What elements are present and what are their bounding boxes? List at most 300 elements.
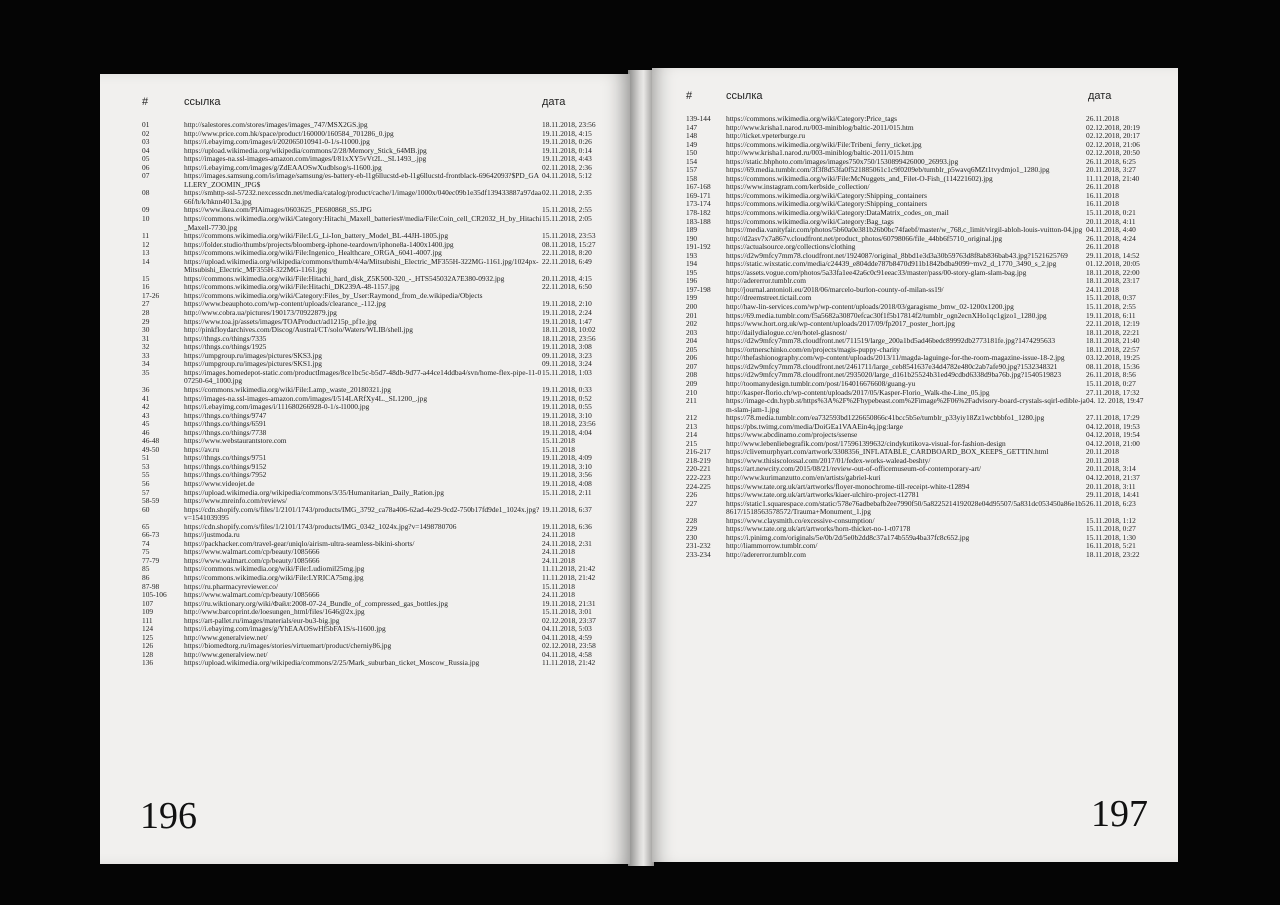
row-date: 20.11.2018, 4:11 xyxy=(1086,216,1136,226)
row-link: https://folder.studio/thumbs/projects/bloomberg-iphone-teardown/iphone8a-1400x1400.jpg xyxy=(184,239,454,249)
row-number: 136 xyxy=(142,658,154,668)
header-link: ссылка xyxy=(184,96,221,108)
row-number: 209 xyxy=(686,378,698,388)
row-link: https://d2w9mfcy7mm78.cloudfront.net/1924087/original_8bbd1e3d3a30b59763d8f8ab836bab43.jpg?1521625769 xyxy=(726,250,1068,260)
row-number: 46 xyxy=(142,427,150,437)
row-link: https://thngs.co/things/7952 xyxy=(184,470,267,480)
table-row xyxy=(686,500,1170,517)
row-number: 208 xyxy=(686,370,698,380)
row-number: 01 xyxy=(142,120,150,129)
row-link: https://www.toa.jp/assets/images/TOAProduct/ad1215p_pf1e.jpg xyxy=(184,316,377,326)
header-date: дата xyxy=(542,96,566,108)
row-link: https://upload.wikimedia.org/wikipedia/commons/2/28/Memory_Stick_64MB.jpg xyxy=(184,145,427,155)
row-number: 28 xyxy=(142,308,150,318)
row-link: https://umpgroup.ru/images/pictures/SKS1.jpg xyxy=(184,359,322,369)
row-number: 07 xyxy=(142,171,150,181)
row-link: https://commons.wikimedia.org/wiki/Category:Shipping_containers xyxy=(726,199,928,209)
row-date: 26.11.2018, 8:56 xyxy=(1086,370,1136,380)
row-date: 15.11.2018, 0:27 xyxy=(1086,524,1136,534)
row-number: 06 xyxy=(142,162,150,172)
row-number: 206 xyxy=(686,353,698,363)
row-link: https://commons.wikimedia.org/wiki/File:Lamp_waste_20180321.jpg xyxy=(184,384,391,394)
row-date: 08.11.2018, 15:27 xyxy=(542,239,596,249)
row-date: 15.11.2018, 2:11 xyxy=(542,487,592,497)
row-number: 66-73 xyxy=(142,530,160,540)
table-row xyxy=(142,189,626,206)
row-number: 207 xyxy=(686,361,698,371)
row-link: http://d2asv7x7a867v.cloudfront.net/product_photos/60798066/file_44bb6f5710_original.jpg xyxy=(726,233,1003,243)
row-link: https://static.bhphoto.com/images/images750x750/1530899426000_26993.jpg xyxy=(726,156,959,166)
row-date: 18.11.2018, 22:21 xyxy=(1086,327,1140,337)
header-date: дата xyxy=(1088,90,1112,102)
row-link: http://journal.antonioli.eu/2018/06/marcelo-burlon-county-of-milan-ss19/ xyxy=(726,284,944,294)
row-number: 109 xyxy=(142,607,154,617)
row-date: 02.12.2018, 20:50 xyxy=(1086,148,1140,158)
row-date: 19.11.2018, 4:15 xyxy=(542,128,592,138)
row-link: https://commons.wikimedia.org/wiki/Category:Shipping_containers xyxy=(726,190,928,200)
row-date: 24.11.2018 xyxy=(542,530,575,540)
row-number: 215 xyxy=(686,438,698,448)
row-date: 29.11.2018, 14:52 xyxy=(1086,250,1140,260)
row-date: 16.11.2018 xyxy=(1086,190,1119,200)
row-number: 228 xyxy=(686,515,698,525)
row-date: 19.11.2018, 0:14 xyxy=(542,145,592,155)
row-link: https://i.pinimg.com/originals/5e/0b/2d/5e0b2dd8c37a174b559a4ba37fc8c652.jpg xyxy=(726,532,970,542)
row-link: https://commons.wikimedia.org/wiki/Category:Hitachi_Maxell_batteries#/media/File:Coin_cell_CR2032_H_by_Hitachi_Maxell-7730.jpg xyxy=(184,214,542,232)
row-number: 27 xyxy=(142,299,150,309)
row-number: 157 xyxy=(686,165,698,175)
table-row xyxy=(686,397,1170,414)
row-number: 226 xyxy=(686,490,698,500)
row-link: http://haw-lin-services.com/wp/wp-content/uploads/2018/03/garagisme_bmw_02-1200x1200.jpg xyxy=(726,302,1014,312)
row-link: http://adererror.tumblr.com xyxy=(726,549,807,559)
row-number: 183-188 xyxy=(686,216,711,226)
row-link: http://ticket.vpeterburge.ru xyxy=(726,131,806,141)
row-link: https://commons.wikimedia.org/wiki/Category:Bag_tags xyxy=(726,216,894,226)
row-number: 16 xyxy=(142,282,150,292)
row-date: 19.11.2018, 6:36 xyxy=(542,521,592,531)
row-date: 08.11.2018, 15:36 xyxy=(1086,361,1140,371)
row-link: https://www.walmart.com/cp/beauty/1085666 xyxy=(184,555,320,565)
row-date: 04.11.2018, 4:58 xyxy=(542,649,592,659)
row-number: 227 xyxy=(686,498,698,508)
row-link: https://www.hort.org.uk/wp-content/uploads/2017/09/fp2017_poster_hort.jpg xyxy=(726,319,955,329)
row-number: 205 xyxy=(686,344,698,354)
table-row xyxy=(142,506,626,523)
row-link: https://www.instagram.com/kerbside_collection/ xyxy=(726,182,870,192)
page-number: 197 xyxy=(1091,793,1148,835)
row-date: 20.11.2018, 4:15 xyxy=(542,273,592,283)
row-number: 126 xyxy=(142,641,154,651)
row-date: 19.11.2018, 2:10 xyxy=(542,299,592,309)
row-number: 218-219 xyxy=(686,455,711,465)
row-date: 18.11.2018, 23:22 xyxy=(1086,549,1140,559)
row-number: 03 xyxy=(142,137,150,147)
row-link: http://www.krisha1.narod.ru/003-miniblog/baltic-2011/015.htm xyxy=(726,122,914,132)
row-link: https://images-na.ssl-images-amazon.com/images/I/81xXY5vVt2L._SL1493_.jpg xyxy=(184,154,427,164)
row-number: 169-171 xyxy=(686,190,711,200)
row-number: 65 xyxy=(142,521,150,531)
row-date: 19.11.2018, 6:11 xyxy=(1086,310,1136,320)
row-number: 10 xyxy=(142,214,150,224)
row-date: 01.12.2018, 20:05 xyxy=(1086,259,1140,269)
row-link: https://thngs.co/things/9747 xyxy=(184,410,267,420)
table-row xyxy=(142,215,626,232)
row-link: https://www.beauphoto.com/wp-content/uploads/clearance_-112.jpg xyxy=(184,299,386,309)
row-link: https://cdn.shopify.com/s/files/1/2101/1743/products/IMG_0342_1024x.jpg?v=1498780706 xyxy=(184,521,457,531)
row-number: 194 xyxy=(686,259,698,269)
row-link: https://d2w9mfcy7mm78.cloudfront.net/2461711/large_ceb8541637e34d4782e480c2ab7afe90.jpg?1532348321 xyxy=(726,361,1058,371)
row-number: 148 xyxy=(686,131,698,141)
row-number: 125 xyxy=(142,632,154,642)
row-link: https://i.ebayimg.com/images/i/111680266928-0-1/s-l1000.jpg xyxy=(184,402,370,412)
row-date: 18.11.2018, 21:40 xyxy=(1086,336,1140,346)
row-date: 20.11.2018 xyxy=(1086,447,1119,457)
row-number: 32 xyxy=(142,342,150,352)
row-link: https://assets.vogue.com/photos/5a33fa1ee42a6c0c91eeac33/master/pass/00-story-glam-slam-bag.jpg xyxy=(726,267,1027,277)
row-date: 22.11.2018, 8:20 xyxy=(542,248,592,258)
row-link: https://i.ebayimg.com/images/g/YhEAAOSwHf5bFA1S/s-l1600.jpg xyxy=(184,624,386,634)
row-date: 15.11.2018, 0:37 xyxy=(1086,293,1136,303)
row-number: 30 xyxy=(142,325,150,335)
row-date: 02.11.2018, 2:35 xyxy=(542,188,592,198)
row-date: 15.11.2018, 0:27 xyxy=(1086,378,1136,388)
row-number: 58-59 xyxy=(142,496,160,506)
table-row xyxy=(142,659,626,668)
row-number: 190 xyxy=(686,233,698,243)
row-number: 57 xyxy=(142,487,150,497)
row-date: 19.11.2018, 6:37 xyxy=(542,504,592,514)
row-link: http://adererror.tumblr.com xyxy=(726,276,807,286)
row-number: 222-223 xyxy=(686,472,711,482)
row-link: https://d2w9mfcy7mm78.cloudfront.net/2935020/large_d161b25524b31ed49cdbd6338d9ba76b.jpg?1540519823 xyxy=(726,370,1062,380)
row-link: https://umpgroup.ru/images/pictures/SKS3.jpg xyxy=(184,350,322,360)
row-date: 19.11.2018, 4:43 xyxy=(542,154,592,164)
row-number: 150 xyxy=(686,148,698,158)
left-page xyxy=(100,74,630,864)
row-date: 24.11.2018 xyxy=(542,590,575,600)
row-link: http://www.price.com.hk/space/product/160000/160584_701286_0.jpg xyxy=(184,128,394,138)
row-date: 19.11.2018, 0:33 xyxy=(542,384,592,394)
row-number: 31 xyxy=(142,333,150,343)
row-date: 15.11.2018, 2:05 xyxy=(542,214,592,224)
row-link: https://commons.wikimedia.org/wiki/File:McNuggets_and_Filet-O-Fish_(114221602).jpg xyxy=(726,173,993,183)
row-link: https://clivemurphyart.com/artwork/3308356_INFLATABLE_CARDBOARD_BOX_KEEPS_GETTIN.html xyxy=(726,447,1049,457)
row-link: https://justmoda.ru xyxy=(184,530,240,540)
row-number: 11 xyxy=(142,231,150,241)
row-number: 210 xyxy=(686,387,698,397)
row-link: http://pinkfloydarchives.com/Discog/Austral/CT/solo/Waters/WLIB/shell.jpg xyxy=(184,325,413,335)
row-link: http://www.generalview.net/ xyxy=(184,632,268,642)
row-date: 02.12.2018, 20:19 xyxy=(1086,122,1140,132)
row-number: 17-26 xyxy=(142,290,160,300)
row-link: http://www.krisha1.narod.ru/003-miniblog/baltic-2011/015.htm xyxy=(726,148,914,158)
row-date: 26.11.2018, 6:23 xyxy=(1086,498,1136,508)
row-date: 27.11.2018, 17:29 xyxy=(1086,413,1140,423)
row-number: 55 xyxy=(142,470,150,480)
row-date: 02.12.2018, 20:17 xyxy=(1086,131,1140,141)
reference-table xyxy=(686,115,1170,559)
header-link: ссылка xyxy=(726,90,763,102)
row-date: 24.11.2018, 2:31 xyxy=(542,538,592,548)
row-date: 19.11.2018, 0:52 xyxy=(542,393,592,403)
row-number: 75 xyxy=(142,547,150,557)
row-date: 26.11.2018, 4:24 xyxy=(1086,233,1136,243)
row-date: 15.11.2018, 2:55 xyxy=(1086,302,1136,312)
row-number: 202 xyxy=(686,319,698,329)
right-page xyxy=(652,68,1178,862)
row-link: https://biomedtorg.ru/images/stories/virtuemart/product/cherniy86.jpg xyxy=(184,641,392,651)
header-num: # xyxy=(142,96,149,108)
row-date: 15.11.2018, 1:30 xyxy=(1086,532,1136,542)
row-link: https://commons.wikimedia.org/wiki/File:Hitachi_hard_disk_Z5K500-320_-_HTS545032A7E380-0932.jpg xyxy=(184,273,505,283)
row-date: 20.11.2018, 3:11 xyxy=(1086,481,1136,491)
row-number: 230 xyxy=(686,532,698,542)
row-number: 212 xyxy=(686,413,698,423)
row-number: 229 xyxy=(686,524,698,534)
row-number: 154 xyxy=(686,156,698,166)
row-number: 124 xyxy=(142,624,154,634)
row-link: https://images.homedepot-static.com/productImages/8ce1bc5c-b5d7-48db-9d77-a44ce14ddba4/svn/home-flex-pipe-11-007250-64_1000.jpg xyxy=(184,367,542,386)
row-number: 56 xyxy=(142,478,150,488)
row-link: https://commons.wikimedia.org/wiki/File:Tribeni_ferry_ticket.jpg xyxy=(726,139,922,149)
row-date: 04.12.2018, 21:37 xyxy=(1086,472,1140,482)
row-date: 19.11.2018, 0:26 xyxy=(542,137,592,147)
row-date: 19.11.2018, 2:24 xyxy=(542,308,592,318)
row-date: 02.12.2018, 23:58 xyxy=(542,641,596,651)
row-date: 19.11.2018, 4:04 xyxy=(542,427,592,437)
row-date: 19.11.2018, 0:55 xyxy=(542,402,592,412)
row-date: 04.11.2018, 5:03 xyxy=(542,624,592,634)
row-link: https://thngs.co/things/7335 xyxy=(184,333,267,343)
row-date: 22.11.2018, 6:50 xyxy=(542,282,592,292)
row-date: 19.11.2018, 3:10 xyxy=(542,461,592,471)
row-link: https://thngs.co/things/7738 xyxy=(184,427,267,437)
row-link: https://smhttp-ssl-57232.nexcesscdn.net/media/catalog/product/cache/1/image/1000x/040ec09b1e35df139433887a97daa66f/h/k/hknn4013a.jpg xyxy=(184,188,542,206)
header-num: # xyxy=(686,90,693,102)
row-number: 196 xyxy=(686,276,698,286)
row-link: https://static1.squarespace.com/static/578e76adbebafb2ee7990f50/5a8225214192028e04d95507/5a831dc053450a86e1b58617/1518563578572/Trauma+Monument_1.jpg xyxy=(726,498,1086,517)
book-spine-gutter xyxy=(628,70,654,866)
row-date: 18.11.2018, 22:57 xyxy=(1086,344,1140,354)
row-link: http://www.kurimanzutto.com/en/artists/gabriel-kuri xyxy=(726,472,881,482)
row-date: 03.12.2018, 19:25 xyxy=(1086,353,1140,363)
row-link: https://i.ebayimg.com/images/i/202065010941-0-1/s-l1000.jpg xyxy=(184,137,370,147)
row-link: https://media.vanityfair.com/photos/5b60a0e381b26b0bc74faebf/master/w_768,c_limit/virgil-abloh-louis-vuitton-04.jpg xyxy=(726,225,1083,235)
row-link: http://www.barcoprint.de/loesungen_html/files/1646@2x.jpg xyxy=(184,607,365,617)
reference-table xyxy=(142,121,626,668)
row-link: https://packhacker.com/travel-gear/uniqlo/airism-ultra-seamless-bikini-shorts/ xyxy=(184,538,415,548)
row-link: https://ru.wiktionary.org/wiki/Файл:2008-07-24_Bundle_of_compressed_gas_bottles.jpg xyxy=(184,598,448,608)
table-row xyxy=(142,369,626,386)
row-link: https://www.mreinfo.com/reviews/ xyxy=(184,496,287,506)
row-date: 11.11.2018, 21:42 xyxy=(542,572,596,582)
row-date: 26.11.2018 xyxy=(1086,242,1119,252)
row-number: 158 xyxy=(686,173,698,183)
row-date: 26.11.2018 xyxy=(1086,182,1119,192)
row-link: https://image-cdn.hypb.st/https%3A%2F%2Fhypebeast.com%2Fimage%2F06%2Fadvisory-board-crystals-sqirl-edible-jam-slam-jam-1.jpg xyxy=(726,396,1086,414)
row-number: 49-50 xyxy=(142,444,160,454)
row-number: 46-48 xyxy=(142,436,160,446)
row-number: 197-198 xyxy=(686,284,711,294)
row-date: 09.11.2018, 3:23 xyxy=(542,350,592,360)
row-date: 24.11.2018 xyxy=(542,555,575,565)
row-date: 04.12.2018, 19:54 xyxy=(1086,430,1140,440)
row-number: 05 xyxy=(142,154,150,164)
row-date: 02.11.2018, 2:36 xyxy=(542,162,592,172)
row-date: 16.11.2018 xyxy=(1086,199,1119,209)
row-date: 24.11.2018 xyxy=(542,547,575,557)
row-number: 233-234 xyxy=(686,549,711,559)
row-number: 33 xyxy=(142,350,150,360)
row-number: 42 xyxy=(142,402,150,412)
row-link: https://thngs.co/things/1925 xyxy=(184,342,267,352)
row-link: https://images.samsung.com/is/image/samsung/es-battery-eb-l1g6llucstd-eb-l1g6llucstd-frontblack-69642093?$PD_GALLERY_ZOOMIN_JPG$ xyxy=(184,171,540,189)
row-number: 213 xyxy=(686,421,698,431)
row-number: 200 xyxy=(686,302,698,312)
row-number: 35 xyxy=(142,367,150,377)
row-date: 19.11.2018, 3:10 xyxy=(542,410,592,420)
row-date: 26.11.2018, 6:25 xyxy=(1086,156,1136,166)
row-link: https://thngs.co/things/9751 xyxy=(184,453,267,463)
row-link: https://commons.wikimedia.org/wiki/File:Ingenico_Healthcare_ORGA_6041-4007.jpg xyxy=(184,248,442,258)
row-number: 111 xyxy=(142,615,153,625)
row-link: https://www.thisiscolossal.com/2017/01/fedex-works-walead-beshty/ xyxy=(726,455,931,465)
row-link: http://kasper-florio.ch/wp-content/uploads/2017/05/Kasper-Florio_Walk-the-Line_05.jpg xyxy=(726,387,990,397)
row-link: https://commons.wikimedia.org/wiki/File:Hitachi_DK239A-48-1157.jpg xyxy=(184,282,400,292)
row-date: 16.11.2018, 5:21 xyxy=(1086,541,1136,551)
table-row xyxy=(686,551,1170,560)
row-number: 178-182 xyxy=(686,208,711,218)
row-number: 139-144 xyxy=(686,114,711,123)
row-link: https://ru.pharmacyreviewer.co/ xyxy=(184,581,278,591)
row-number: 53 xyxy=(142,461,150,471)
row-date: 15.11.2018, 2:55 xyxy=(542,205,592,215)
row-date: 04.11.2018, 4:40 xyxy=(1086,225,1136,235)
row-date: 19.11.2018, 21:31 xyxy=(542,598,596,608)
row-number: 12 xyxy=(142,239,150,249)
row-number: 34 xyxy=(142,359,150,369)
row-number: 204 xyxy=(686,336,698,346)
row-number: 214 xyxy=(686,430,698,440)
row-number: 211 xyxy=(686,396,697,406)
row-link: https://d2w9mfcy7mm78.cloudfront.net/711519/large_200a1bd5ad46bedc89992db2773181fe.jpg?1474295633 xyxy=(726,336,1056,346)
row-number: 147 xyxy=(686,122,698,132)
row-link: https://www.videojet.de xyxy=(184,478,255,488)
row-link: https://upload.wikimedia.org/wikipedia/commons/2/25/Mark_suburban_ticket_Moscow_Russia.jpg xyxy=(184,658,480,668)
row-date: 02.12.2018, 21:06 xyxy=(1086,139,1140,149)
row-number: 09 xyxy=(142,205,150,215)
row-link: https://art.newcity.com/2015/08/21/review-out-of-officemuseum-of-contemporary-art/ xyxy=(726,464,982,474)
row-number: 173-174 xyxy=(686,199,711,209)
row-date: 15.11.2018, 0:21 xyxy=(1086,208,1136,218)
row-link: http://liammorrow.tumblr.com/ xyxy=(726,541,818,551)
row-date: 18.11.2018, 23:56 xyxy=(542,120,596,129)
row-date: 19.11.2018, 4:09 xyxy=(542,453,592,463)
row-link: https://actualsource.org/collections/clothing xyxy=(726,242,856,252)
row-date: 15.11.2018, 1:03 xyxy=(542,367,592,377)
row-number: 43 xyxy=(142,410,150,420)
row-number: 201 xyxy=(686,310,698,320)
row-link: https://www.ikea.com/PIAimages/0603625_PE680868_S5.JPG xyxy=(184,205,372,215)
row-number: 77-79 xyxy=(142,555,160,565)
row-date: 20.11.2018 xyxy=(1086,455,1119,465)
row-date: 11.11.2018, 21:40 xyxy=(1086,173,1140,183)
row-date: 04.12.2018, 19:53 xyxy=(1086,421,1140,431)
row-date: 04.11.2018, 4:59 xyxy=(542,632,592,642)
row-link: https://78.media.tumblr.com/ea732593bd1226650866c41bcc5b5e/tumblr_p33yiy18Zz1wcbbbfo1_1280.jpg xyxy=(726,413,1045,423)
row-date: 29.11.2018, 14:41 xyxy=(1086,490,1140,500)
row-link: https://thngs.co/things/6591 xyxy=(184,419,267,429)
row-number: 167-168 xyxy=(686,182,711,192)
row-link: https://www.abcdinamo.com/projects/ssense xyxy=(726,430,858,440)
row-number: 203 xyxy=(686,327,698,337)
row-date: 18.11.2018, 22:00 xyxy=(1086,267,1140,277)
row-link: http://www.generalview.net/ xyxy=(184,649,268,659)
row-number: 189 xyxy=(686,225,698,235)
row-link: https://static.wixstatic.com/media/c24439_e804dde787b8470d911b1842bdba9099~mv2_d_1770_3490_s_2.jpg xyxy=(726,259,1057,269)
row-date: 11.11.2018, 21:42 xyxy=(542,658,596,668)
table-row xyxy=(142,258,626,275)
row-date: 19.11.2018, 1:47 xyxy=(542,316,592,326)
row-date: 15.11.2018 xyxy=(542,436,575,446)
row-number: 128 xyxy=(142,649,154,659)
row-date: 22.11.2018, 12:19 xyxy=(1086,319,1140,329)
row-number: 191-192 xyxy=(686,242,711,252)
row-link: https://upload.wikimedia.org/wikipedia/commons/thumb/4/4a/Mitsubishi_Electric_MF355H-322MG-1161.jpg/1024px-Mitsubishi_Electric_MF355H-322MG-1161.jpg xyxy=(184,256,539,275)
row-link: https://commons.wikimedia.org/wiki/File:LYRICA75mg.jpg xyxy=(184,572,364,582)
row-link: https://69.media.tumblr.com/f5a5682a30870efcac30f1f5b17814f2/tumblr_ogn2ecnXHo1qc1gjzo1_1280.jpg xyxy=(726,310,1047,320)
row-date: 15.11.2018, 23:53 xyxy=(542,231,596,241)
row-number: 45 xyxy=(142,419,150,429)
row-date: 19.11.2018, 4:08 xyxy=(542,478,592,488)
row-date: 11.11.2018, 21:42 xyxy=(542,564,596,574)
row-number: 224-225 xyxy=(686,481,711,491)
row-link: https://commons.wikimedia.org/wiki/Category:DataMatrix_codes_on_mail xyxy=(726,208,949,218)
row-number: 29 xyxy=(142,316,150,326)
row-number: 13 xyxy=(142,248,150,258)
row-link: https://ortnerschinko.com/en/projects/magis-puppy-charity xyxy=(726,344,900,354)
row-number: 193 xyxy=(686,250,698,260)
row-number: 231-232 xyxy=(686,541,711,551)
row-link: https://thngs.co/things/9152 xyxy=(184,461,267,471)
row-number: 15 xyxy=(142,273,150,283)
row-date: 26.11.2018 xyxy=(1086,114,1119,123)
row-number: 14 xyxy=(142,256,150,266)
row-link: http://dailydialogue.cc/en/hotel-glasnost/ xyxy=(726,327,847,337)
row-number: 87-98 xyxy=(142,581,160,591)
row-number: 199 xyxy=(686,293,698,303)
row-date: 02.12.2018, 23:37 xyxy=(542,615,596,625)
row-link: https://av.ru xyxy=(184,444,220,454)
row-date: 15.11.2018 xyxy=(542,444,575,454)
row-date: 09.11.2018, 3:24 xyxy=(542,359,592,369)
row-date: 04. 12. 2018, 19:47 xyxy=(1086,396,1144,406)
row-date: 04.11.2018, 5:12 xyxy=(542,171,592,181)
row-date: 20.11.2018, 3:27 xyxy=(1086,165,1136,175)
row-number: 36 xyxy=(142,384,150,394)
row-number: 08 xyxy=(142,188,150,198)
page-number: 196 xyxy=(140,795,197,837)
row-date: 04.12.2018, 21:00 xyxy=(1086,438,1140,448)
row-link: https://upload.wikimedia.org/wikipedia/commons/3/35/Humanitarian_Daily_Ration.jpg xyxy=(184,487,444,497)
row-number: 107 xyxy=(142,598,154,608)
row-date: 15.11.2018, 3:01 xyxy=(542,607,592,617)
row-date: 19.11.2018, 3:56 xyxy=(542,470,592,480)
row-link: http://dreemstreet.tictail.com xyxy=(726,293,812,303)
row-link: https://commons.wikimedia.org/wiki/File:Ludiomil25mg.jpg xyxy=(184,564,365,574)
row-link: https://art-pallet.ru/images/materials/eur-bu3-big.jpg xyxy=(184,615,340,625)
